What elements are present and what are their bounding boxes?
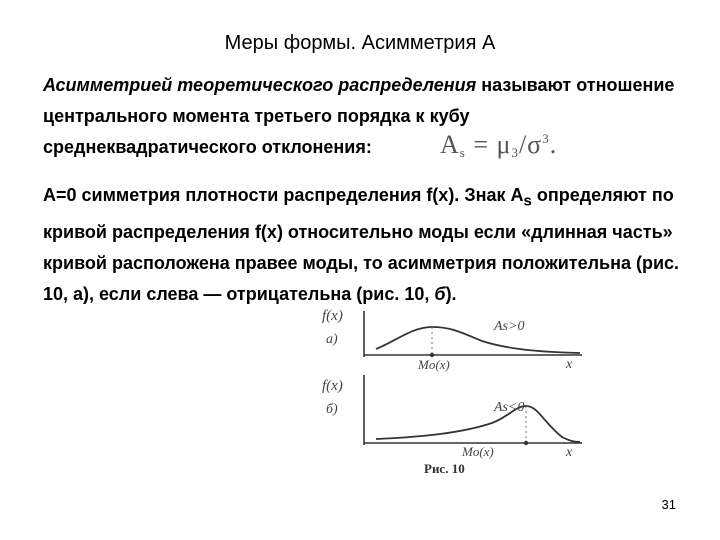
formula-rhs-sub: 3	[511, 145, 519, 160]
formula-end: .	[549, 130, 558, 159]
panel-b-letter: б)	[326, 402, 338, 417]
definition-text: называют отношение центрального момента третьего порядка к кубу среднеквадратического отклонения:	[43, 75, 675, 157]
formula-lhs: A	[440, 130, 460, 159]
figure-10	[312, 303, 612, 478]
figure-caption: Рис. 10	[424, 461, 465, 476]
formula-rhs: = μ	[465, 130, 512, 159]
panel-b-annotation: As<0	[494, 400, 525, 415]
sign-rule-paragraph	[43, 180, 683, 310]
sign-rule-part2: определяют по кривой распределения f(x) относительно моды если «длинная часть» кривой расположена правее моды, то асимметрия положительна (рис. 10, а), если слева — отрицательна (рис. 10,	[43, 185, 680, 304]
formula-lhs-sub: s	[459, 145, 466, 160]
panel-a-letter: a)	[326, 332, 338, 347]
panel-a-y-label: f(x)	[322, 308, 343, 324]
definition-paragraph	[43, 70, 683, 163]
formula-rhs-sup: 3	[542, 131, 550, 146]
formula-rhs-tail: /σ	[518, 130, 543, 159]
panel-b-y-label: f(x)	[322, 378, 343, 394]
panel-a	[322, 308, 582, 372]
panel-b-mode-point	[524, 441, 528, 445]
definition-term: Асимметрией теоретического распределения	[43, 75, 477, 95]
panel-b	[322, 375, 582, 460]
panel-b-curve	[376, 406, 580, 442]
panel-a-annotation: As>0	[494, 319, 525, 334]
panel-b-x-label: x	[566, 445, 573, 460]
page-number: 31	[661, 497, 676, 512]
asymmetry-formula	[440, 124, 557, 168]
panel-a-mode-label: Mo(x)	[418, 357, 450, 372]
sign-rule-part3: ).	[445, 283, 457, 304]
sign-rule-italic: б	[434, 283, 446, 304]
slide-title: Меры формы. Асимметрия А	[224, 32, 496, 54]
sign-rule-part1: A=0 симметрия плотности распределения f(x). Знак A	[43, 185, 524, 205]
panel-b-mode-label: Mo(x)	[462, 444, 494, 459]
panel-a-curve	[376, 327, 580, 353]
sign-rule-sub: s	[523, 192, 532, 210]
panel-a-x-label: x	[566, 357, 573, 372]
